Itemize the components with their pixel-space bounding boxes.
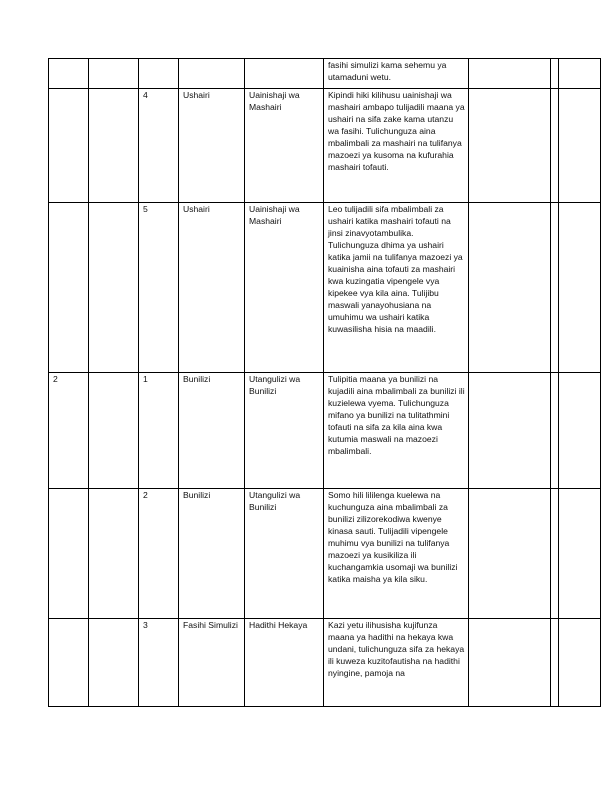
lesson-cell: 1 [139, 373, 179, 489]
empty-cell [559, 489, 601, 619]
lesson-cell [139, 59, 179, 89]
subtopic-cell: Uainishaji wa Mashairi [245, 89, 324, 203]
lesson-cell: 5 [139, 203, 179, 373]
empty-cell [559, 89, 601, 203]
topic-cell: Bunilizi [179, 373, 245, 489]
empty-cell [559, 373, 601, 489]
empty-cell [551, 59, 559, 89]
topic-cell: Bunilizi [179, 489, 245, 619]
table-row [49, 373, 601, 489]
week-cell: 2 [49, 373, 89, 489]
week-cell [49, 489, 89, 619]
empty-cell [559, 203, 601, 373]
empty-cell [469, 59, 551, 89]
summary-cell: Leo tulijadili sifa mbalimbali za ushairi katika mashairi tofauti na jinsi zinavyotambulika. Tulichunguza dhima ya ushairi katika jamii na tulifanya mazoezi ya kuainisha aina tofauti za mashairi kwa kuzingatia vipengele vya kipekee vya kila aina. Tulijibu maswali yanayohusiana na umuhimu wa ushairi katika kuwasilisha hisia na maadili. [324, 203, 469, 373]
empty-cell [89, 59, 139, 89]
empty-cell [89, 489, 139, 619]
table-row [49, 619, 601, 707]
lesson-cell: 2 [139, 489, 179, 619]
empty-cell [89, 619, 139, 707]
summary-cell: Kazi yetu ilihusisha kujifunza maana ya hadithi na hekaya kwa undani, tulichunguza sifa za hekaya ili kuweza kuzitofautisha na hadithi nyingine, pamoja na [324, 619, 469, 707]
table-row [49, 89, 601, 203]
subtopic-cell: Hadithi Hekaya [245, 619, 324, 707]
week-cell [49, 619, 89, 707]
topic-cell [179, 59, 245, 89]
scheme-of-work-table [48, 58, 601, 707]
summary-cell: Tulipitia maana ya bunilizi na kujadili aina mbalimbali za bunilizi ili kuzielewa vyema. Tulichunguza mifano ya bunilizi na tulitathmini tofauti na sifa za kila aina kwa kutumia maswali na mazoezi mbalimbali. [324, 373, 469, 489]
empty-cell [551, 373, 559, 489]
subtopic-cell: Uainishaji wa Mashairi [245, 203, 324, 373]
table-row [49, 489, 601, 619]
empty-cell [469, 373, 551, 489]
empty-cell [559, 619, 601, 707]
table-row [49, 203, 601, 373]
empty-cell [551, 489, 559, 619]
week-cell [49, 203, 89, 373]
lesson-cell: 3 [139, 619, 179, 707]
week-cell [49, 59, 89, 89]
summary-cell: Somo hili lililenga kuelewa na kuchunguza aina mbalimbali za bunilizi zilizorekodiwa kwenye kinasa sauti. Tulijadili vipengele muhimu vya bunilizi na tulifanya mazoezi ya kusikiliza ili kuchangamkia usomaji wa bunilizi katika maisha ya kila siku. [324, 489, 469, 619]
empty-cell [551, 619, 559, 707]
empty-cell [559, 59, 601, 89]
empty-cell [89, 89, 139, 203]
empty-cell [469, 203, 551, 373]
topic-cell: Fasihi Simulizi [179, 619, 245, 707]
empty-cell [89, 373, 139, 489]
table-row [49, 59, 601, 89]
empty-cell [469, 619, 551, 707]
topic-cell: Ushairi [179, 89, 245, 203]
empty-cell [469, 489, 551, 619]
summary-cell: Kipindi hiki kilihusu uainishaji wa mashairi ambapo tulijadili maana ya ushairi na sifa zake kama utanzu wa fasihi. Tulichunguza aina mbalimbali za mashairi na tulifanya mazoezi ya kusoma na kufurahia mashairi tofauti. [324, 89, 469, 203]
subtopic-cell: Utangulizi wa Bunilizi [245, 373, 324, 489]
empty-cell [551, 203, 559, 373]
subtopic-cell [245, 59, 324, 89]
empty-cell [469, 89, 551, 203]
empty-cell [551, 89, 559, 203]
topic-cell: Ushairi [179, 203, 245, 373]
summary-cell: fasihi simulizi kama sehemu ya utamaduni wetu. [324, 59, 469, 89]
week-cell [49, 89, 89, 203]
lesson-cell: 4 [139, 89, 179, 203]
empty-cell [89, 203, 139, 373]
subtopic-cell: Utangulizi wa Bunilizi [245, 489, 324, 619]
